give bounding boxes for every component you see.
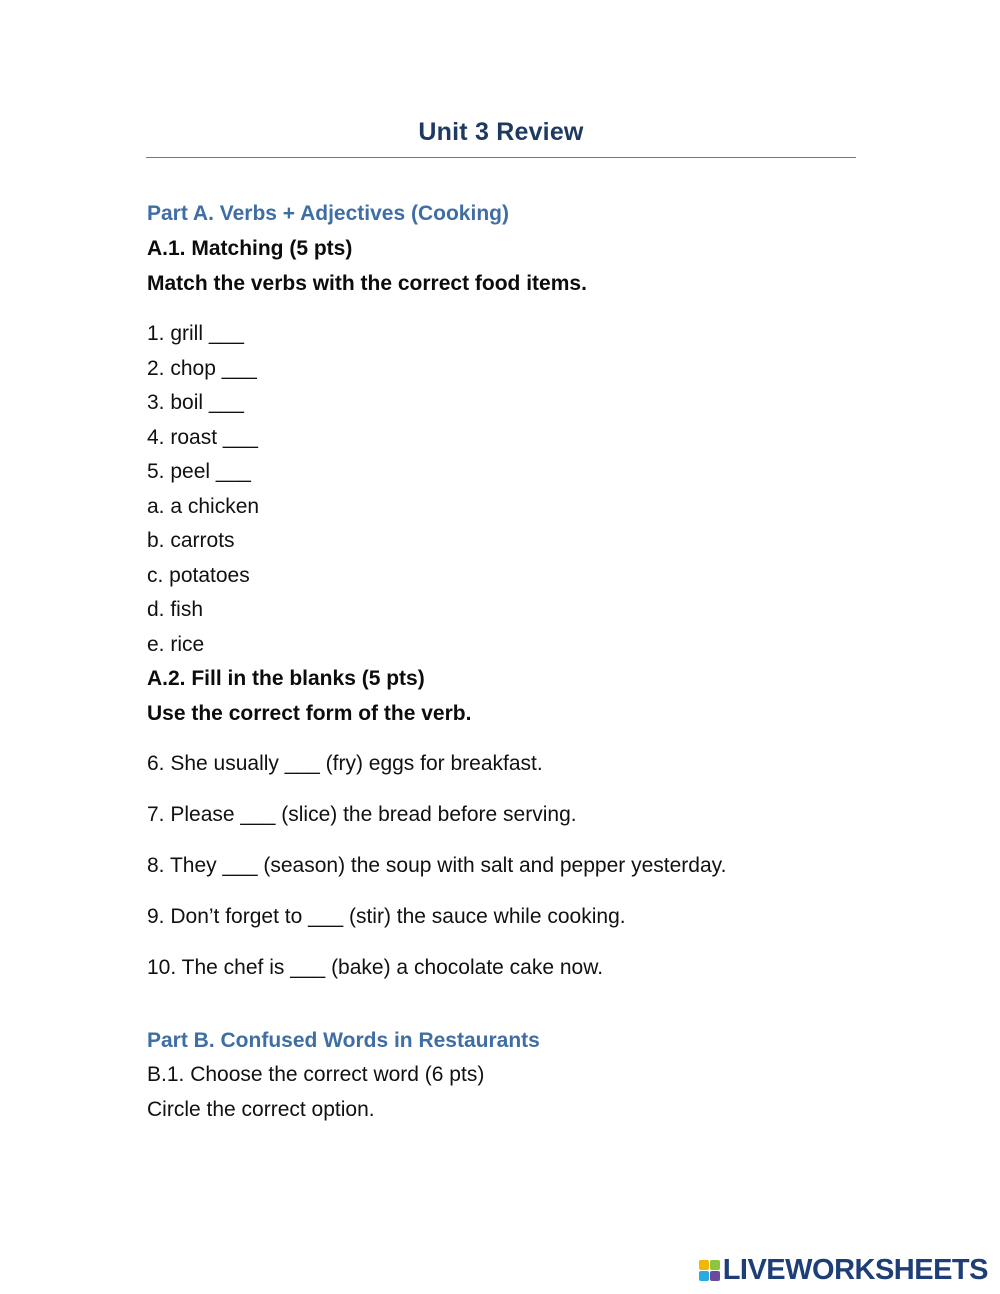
fill-blank-sentence: 9. Don’t forget to ___ (stir) the sauce while cooking. [147,905,626,928]
food-item: a. a chicken [147,495,260,518]
fill-blank-sentence: 6. She usually ___ (fry) eggs for breakfast. [147,752,543,775]
title-divider [146,157,856,158]
fill-blank-sentence: 10. The chef is ___ (bake) a chocolate cake now. [147,956,604,979]
liveworksheets-logo-icon [699,1260,720,1281]
food-item: b. carrots [147,529,235,552]
a1-title: A.1. Matching (5 pts) [147,237,353,260]
a2-instruction: Use the correct form of the verb. [147,702,472,725]
verb-item: 3. boil ___ [147,391,244,414]
part-a-heading: Part A. Verbs + Adjectives (Cooking) [147,202,509,225]
verb-item: 5. peel ___ [147,460,251,483]
food-item: d. fish [147,598,204,621]
liveworksheets-logo [699,1253,988,1287]
a1-instruction: Match the verbs with the correct food items. [147,272,587,295]
b1-title: B.1. Choose the correct word (6 pts) [147,1063,485,1086]
b1-instruction: Circle the correct option. [147,1098,375,1121]
verb-item: 1. grill ___ [147,322,244,345]
food-item: e. rice [147,633,205,656]
liveworksheets-logo-text: LIVEWORKSHEETS [722,1253,988,1286]
verb-item: 4. roast ___ [147,426,258,449]
verb-item: 2. chop ___ [147,357,257,380]
a2-title: A.2. Fill in the blanks (5 pts) [147,667,425,690]
fill-blank-sentence: 8. They ___ (season) the soup with salt and pepper yesterday. [147,854,727,877]
food-item: c. potatoes [147,564,250,587]
fill-blank-sentence: 7. Please ___ (slice) the bread before serving. [147,803,577,826]
page-title: Unit 3 Review [418,118,584,146]
part-b-heading: Part B. Confused Words in Restaurants [147,1029,540,1052]
